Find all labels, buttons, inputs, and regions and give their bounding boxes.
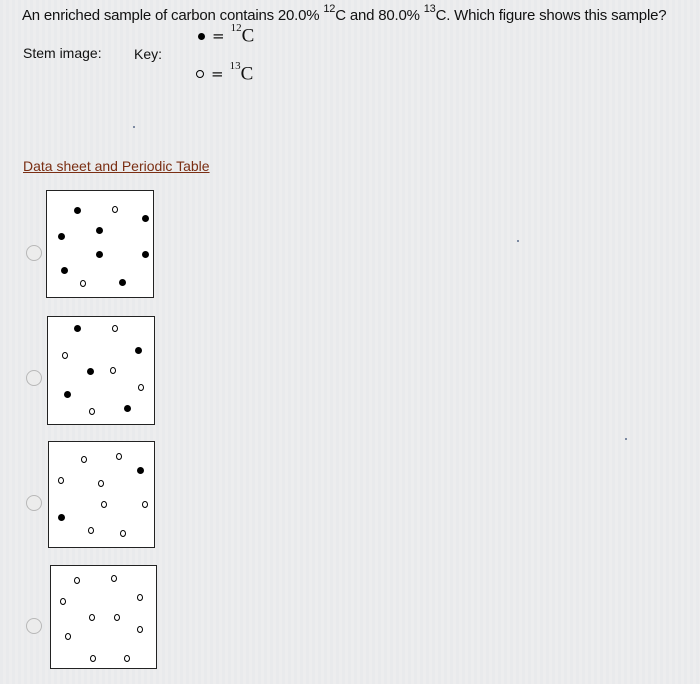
key-equals-sign: = bbox=[212, 27, 225, 46]
c13-atom bbox=[89, 614, 95, 621]
c13-atom bbox=[124, 655, 130, 662]
c12-mass-number: 12 bbox=[323, 3, 336, 15]
option-c-radio[interactable] bbox=[26, 495, 42, 511]
c13-atom bbox=[112, 206, 118, 213]
key-equals-sign: = bbox=[211, 65, 224, 84]
key-c13-mass: 13 bbox=[229, 60, 241, 72]
option-d-radio[interactable] bbox=[26, 618, 42, 634]
question-text bbox=[22, 5, 666, 24]
datasheet-periodic-table-link[interactable]: Data sheet and Periodic Table bbox=[23, 158, 210, 174]
c12-atom bbox=[87, 368, 94, 375]
c12-atom bbox=[61, 267, 68, 274]
key-c12-isotope bbox=[230, 22, 255, 47]
key-c12-mass: 12 bbox=[230, 22, 242, 34]
option-a-figure[interactable] bbox=[46, 190, 154, 298]
c13-atom bbox=[74, 577, 80, 584]
c12-atom bbox=[64, 391, 71, 398]
c12-atom bbox=[124, 405, 131, 412]
c12-atom bbox=[137, 467, 144, 474]
c13-atom bbox=[111, 575, 117, 582]
c12-atom bbox=[119, 279, 126, 286]
c12-atom bbox=[96, 251, 103, 258]
c12-atom bbox=[142, 251, 149, 258]
filled-dot-icon bbox=[198, 33, 205, 40]
c13-atom bbox=[137, 626, 143, 633]
stray-mark bbox=[517, 240, 519, 242]
c13-atom bbox=[89, 408, 95, 415]
c12-symbol-text: C and 80.0% bbox=[335, 7, 420, 24]
c13-atom bbox=[98, 480, 104, 487]
key-c13-symbol: C bbox=[240, 63, 254, 85]
option-b-radio[interactable] bbox=[26, 370, 42, 386]
key-entry-c13 bbox=[196, 60, 254, 85]
key-label: Key: bbox=[134, 46, 163, 62]
stray-mark bbox=[625, 438, 627, 440]
c13-mass-number: 13 bbox=[423, 3, 436, 15]
stray-mark bbox=[133, 126, 135, 128]
c13-atom bbox=[62, 352, 68, 359]
option-b-figure[interactable] bbox=[47, 316, 155, 425]
c13-atom bbox=[60, 598, 66, 605]
stem-image-label: Stem image: bbox=[23, 45, 102, 61]
c12-atom bbox=[58, 233, 65, 240]
c12-atom bbox=[135, 347, 142, 354]
c13-atom bbox=[112, 325, 118, 332]
c13-atom bbox=[101, 501, 107, 508]
c13-atom bbox=[138, 384, 144, 391]
option-a-radio[interactable] bbox=[26, 245, 42, 261]
c13-symbol-text: C. Which figure shows this sample? bbox=[435, 7, 667, 24]
c13-atom bbox=[114, 614, 120, 621]
open-circle-icon bbox=[196, 70, 204, 78]
c12-atom bbox=[142, 215, 149, 222]
c13-atom bbox=[90, 655, 96, 662]
option-d-figure[interactable] bbox=[50, 565, 157, 669]
c13-atom bbox=[88, 527, 94, 534]
c13-atom bbox=[137, 594, 143, 601]
c13-atom bbox=[142, 501, 148, 508]
key-entry-c12 bbox=[198, 22, 255, 47]
key-c12-symbol: C bbox=[241, 25, 255, 47]
c13-atom bbox=[120, 530, 126, 537]
c13-atom bbox=[110, 367, 116, 374]
c13-atom bbox=[80, 280, 86, 287]
c12-atom bbox=[74, 207, 81, 214]
c13-atom bbox=[58, 477, 64, 484]
c13-atom bbox=[81, 456, 87, 463]
question-prefix: An enriched sample of carbon contains 20.0% bbox=[22, 7, 320, 24]
c12-atom bbox=[96, 227, 103, 234]
c12-atom bbox=[58, 514, 65, 521]
c13-atom bbox=[116, 453, 122, 460]
c12-atom bbox=[74, 325, 81, 332]
key-c13-isotope bbox=[229, 60, 254, 85]
option-c-figure[interactable] bbox=[48, 441, 155, 548]
c13-atom bbox=[65, 633, 71, 640]
